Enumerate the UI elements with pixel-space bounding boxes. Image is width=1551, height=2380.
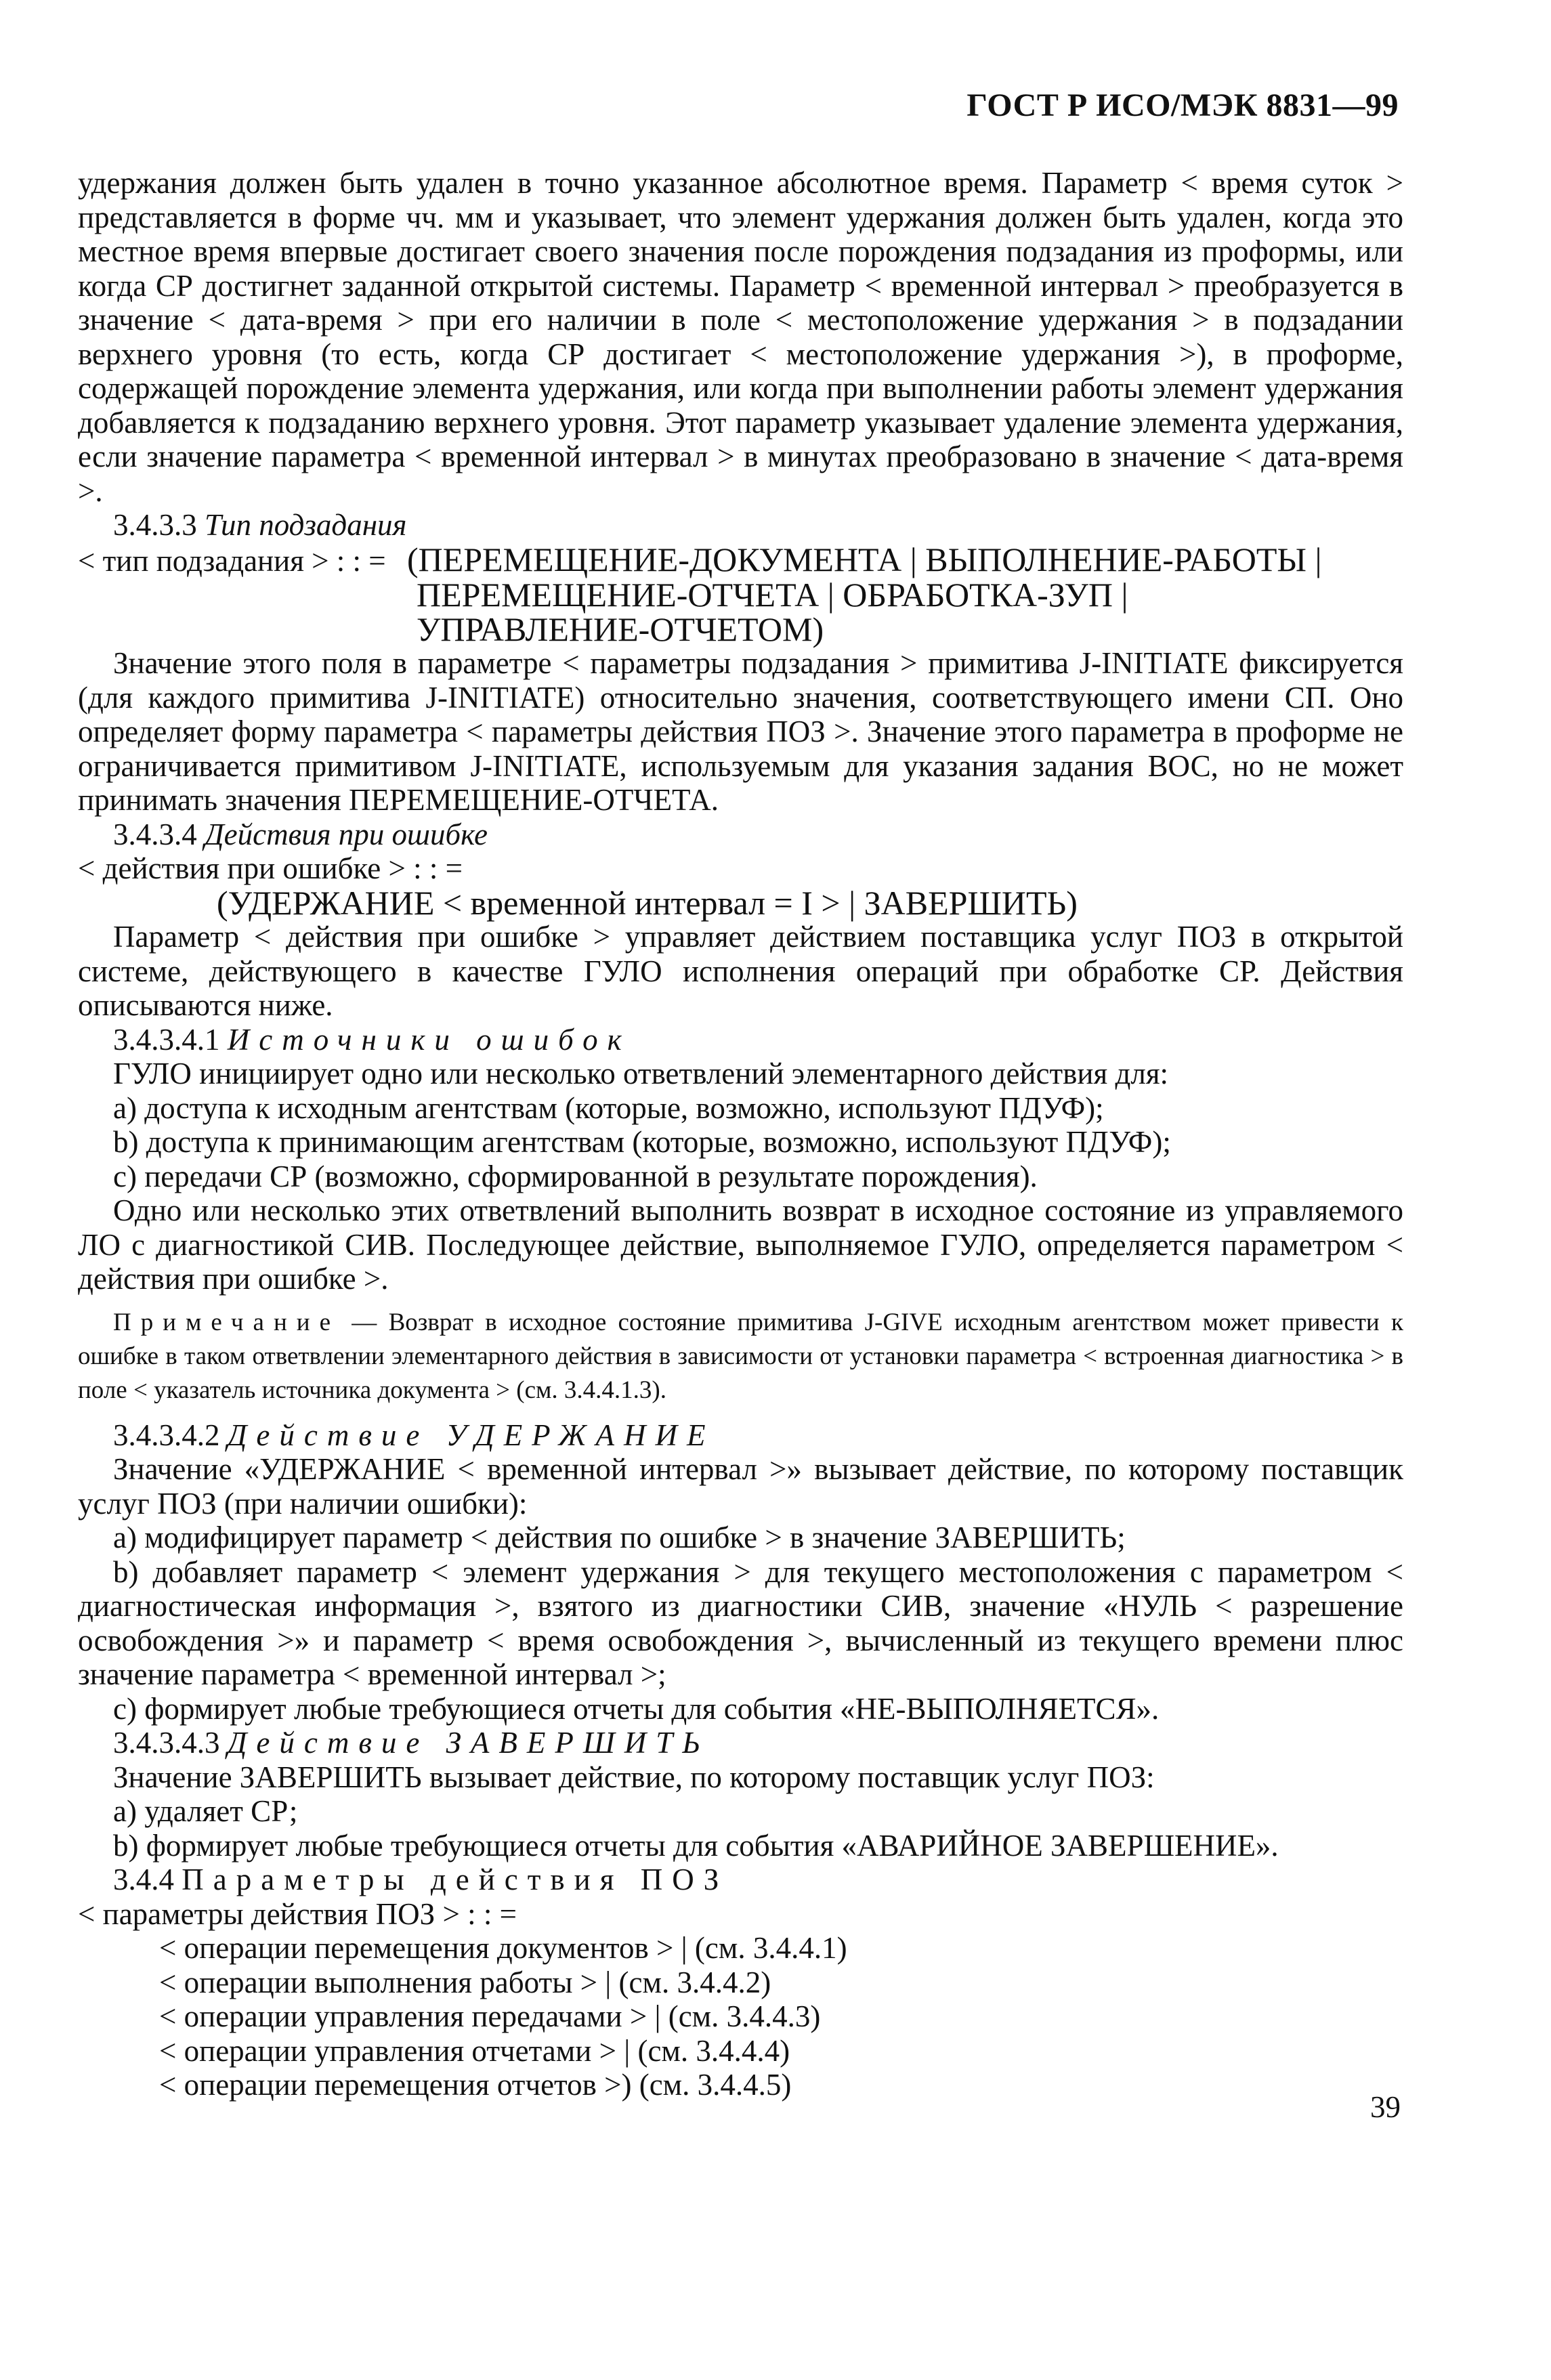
section-number: 3.4.3.4.3 (113, 1726, 220, 1760)
list-item: c) передачи СР (возможно, сформированной в результате порождения). (113, 1159, 1038, 1193)
definition-value: (УДЕРЖАНИЕ < временной интервал = I > | ЗАВЕРШИТЬ) (217, 883, 1078, 922)
note-label: Примечание (113, 1308, 340, 1336)
section-title: Тип подзадания (205, 508, 407, 542)
section-heading-3-4-3-4-1 (78, 1023, 1403, 1057)
section-heading-3-4-4 (78, 1863, 1403, 1897)
section-title: Действия при ошибке (205, 817, 488, 851)
page-body (78, 166, 1403, 2102)
paragraph: Одно или несколько этих ответвлений выполнить возврат в исходное состояние из управляемого ЛО с диагностикой СИВ. Последующее действие, выполняемое ГУЛО, определяется параметром < действия при ошибке >. (78, 1193, 1403, 1296)
list-item: c) формирует любые требующиеся отчеты для события «НЕ-ВЫПОЛНЯЕТСЯ». (113, 1691, 1160, 1726)
definition-list-item: < операции выполнения работы > | (см. 3.4.4.2) (159, 1965, 771, 1999)
section-number: 3.4.3.4.2 (113, 1418, 220, 1452)
section-title: Параметры действия ПОЗ (182, 1863, 729, 1896)
note-text: — Возврат в исходное состояние примитива J-GIVE исходным агентством может привести к ошибке в таком ответвлении элементарного действия в зависимости от установки параметра < встроенная диагностика > в поле < указатель источника документа > (см. 3.4.4.1.3). (78, 1308, 1403, 1404)
definition-value: УПРАВЛЕНИЕ-ОТЧЕТОМ) (417, 610, 824, 648)
section-title: Действие ЗАВЕРШИТЬ (227, 1726, 710, 1760)
page-number: 39 (1370, 2090, 1401, 2124)
section-number: 3.4.3.4.1 (113, 1022, 220, 1057)
section-title: Действие УДЕРЖАНИЕ (227, 1418, 715, 1452)
definition-line: < действия при ошибке > : : = (78, 851, 463, 885)
definition-list-item: < операции управления отчетами > | (см. 3.4.4.4) (159, 2033, 790, 2068)
list-item: b) формирует любые требующиеся отчеты для события «АВАРИЙНОЕ ЗАВЕРШЕНИЕ». (113, 1828, 1279, 1863)
standard-header: ГОСТ Р ИСО/МЭК 8831—99 (966, 87, 1399, 123)
section-number: 3.4.3.4 (113, 817, 197, 851)
section-title: Источники ошибок (227, 1022, 631, 1057)
section-heading-3-4-3-3 (78, 508, 1403, 543)
paragraph: Значение «УДЕРЖАНИЕ < временной интервал >» вызывает действие, по которому поставщик услуг ПОЗ (при наличии ошибки): (78, 1452, 1403, 1521)
definition-value: ПЕРЕМЕЩЕНИЕ-ОТЧЕТА | ОБРАБОТКА-ЗУП | (417, 576, 1128, 614)
paragraph: удержания должен быть удален в точно указанное абсолютное время. Параметр < время суток > представляется в форме чч. мм и указывает, что элемент удержания должен быть удален, когда это местное время впервые достигает своего значения после порождения подзадания из проформы, или когда СР достигнет заданной открытой системы. Параметр < временной интервал > преобразуется в значение < дата-время > при его наличии в поле < местоположение удержания > в подзадании верхнего уровня (то есть, когда СР достигает < местоположение удержания >), в проформе, содержащей порождение элемента удержания, или когда при выполнении работы элемент удержания добавляется к подзаданию верхнего уровня. Этот параметр указывает удаление элемента удержания, если значение параметра < временной интервал > в минутах преобразовано в значение < дата-время >. (78, 166, 1403, 508)
section-heading-3-4-3-4-3 (78, 1726, 1403, 1760)
paragraph: Значение ЗАВЕРШИТЬ вызывает действие, по которому поставщик услуг ПОЗ: (113, 1760, 1155, 1794)
list-item: b) добавляет параметр < элемент удержания > для текущего местоположения с параметром < диагностическая информация >, взятого из диагностики СИВ, значение «НУЛЬ < разрешение освобождения >» и параметр < время освобождения >, вычисленный из текущего времени плюс значение параметра < временной интервал >; (78, 1554, 1403, 1691)
definition-list-item: < операции перемещения документов > | (см. 3.4.4.1) (159, 1931, 847, 1965)
paragraph: Параметр < действия при ошибке > управляет действием поставщика услуг ПОЗ в открытой системе, действующего в качестве ГУЛО исполнения операций при обработке СР. Действия описываются ниже. (78, 920, 1403, 1022)
note (78, 1306, 1403, 1407)
section-number: 3.4.3.3 (113, 508, 197, 542)
list-item: a) доступа к исходным агентствам (которые, возможно, используют ПДУФ); (113, 1090, 1104, 1125)
definition-lead: < тип подзадания > : : = (78, 543, 386, 578)
section-heading-3-4-3-4-2 (78, 1418, 1403, 1453)
definition-list-item: < операции управления передачами > | (см. 3.4.4.3) (159, 1999, 821, 2033)
grammar-definition (78, 540, 1403, 648)
definition-line: < параметры действия ПОЗ > : : = (78, 1896, 517, 1931)
definition-line (78, 540, 1403, 578)
definition-value: (ПЕРЕМЕЩЕНИЕ-ДОКУМЕНТА | ВЫПОЛНЕНИЕ-РАБОТЫ | (406, 540, 1322, 578)
paragraph: ГУЛО инициирует одно или несколько ответвлений элементарного действия для: (113, 1057, 1169, 1090)
list-item: a) модифицирует параметр < действия по ошибке > в значение ЗАВЕРШИТЬ; (113, 1521, 1126, 1554)
list-item: b) доступа к принимающим агентствам (которые, возможно, используют ПДУФ); (113, 1125, 1171, 1159)
list-item: a) удаляет СР; (113, 1794, 298, 1828)
definition-list-item: < операции перемещения отчетов >) (см. 3.4.4.5) (159, 2068, 792, 2102)
section-number: 3.4.4 (113, 1863, 174, 1896)
section-heading-3-4-3-4 (78, 817, 1403, 852)
paragraph: Значение этого поля в параметре < параметры подзадания > примитива J-INITIATE фиксируется (для каждого примитива J-INITIATE) относительно значения, соответствующего имени СП. Оно определяет форму параметра < параметры действия ПОЗ >. Значение этого параметра в проформе не ограничивается примитивом J-INITIATE, используемым для указания задания ВОС, но не может принимать значения ПЕРЕМЕЩЕНИЕ-ОТЧЕТА. (78, 646, 1403, 817)
